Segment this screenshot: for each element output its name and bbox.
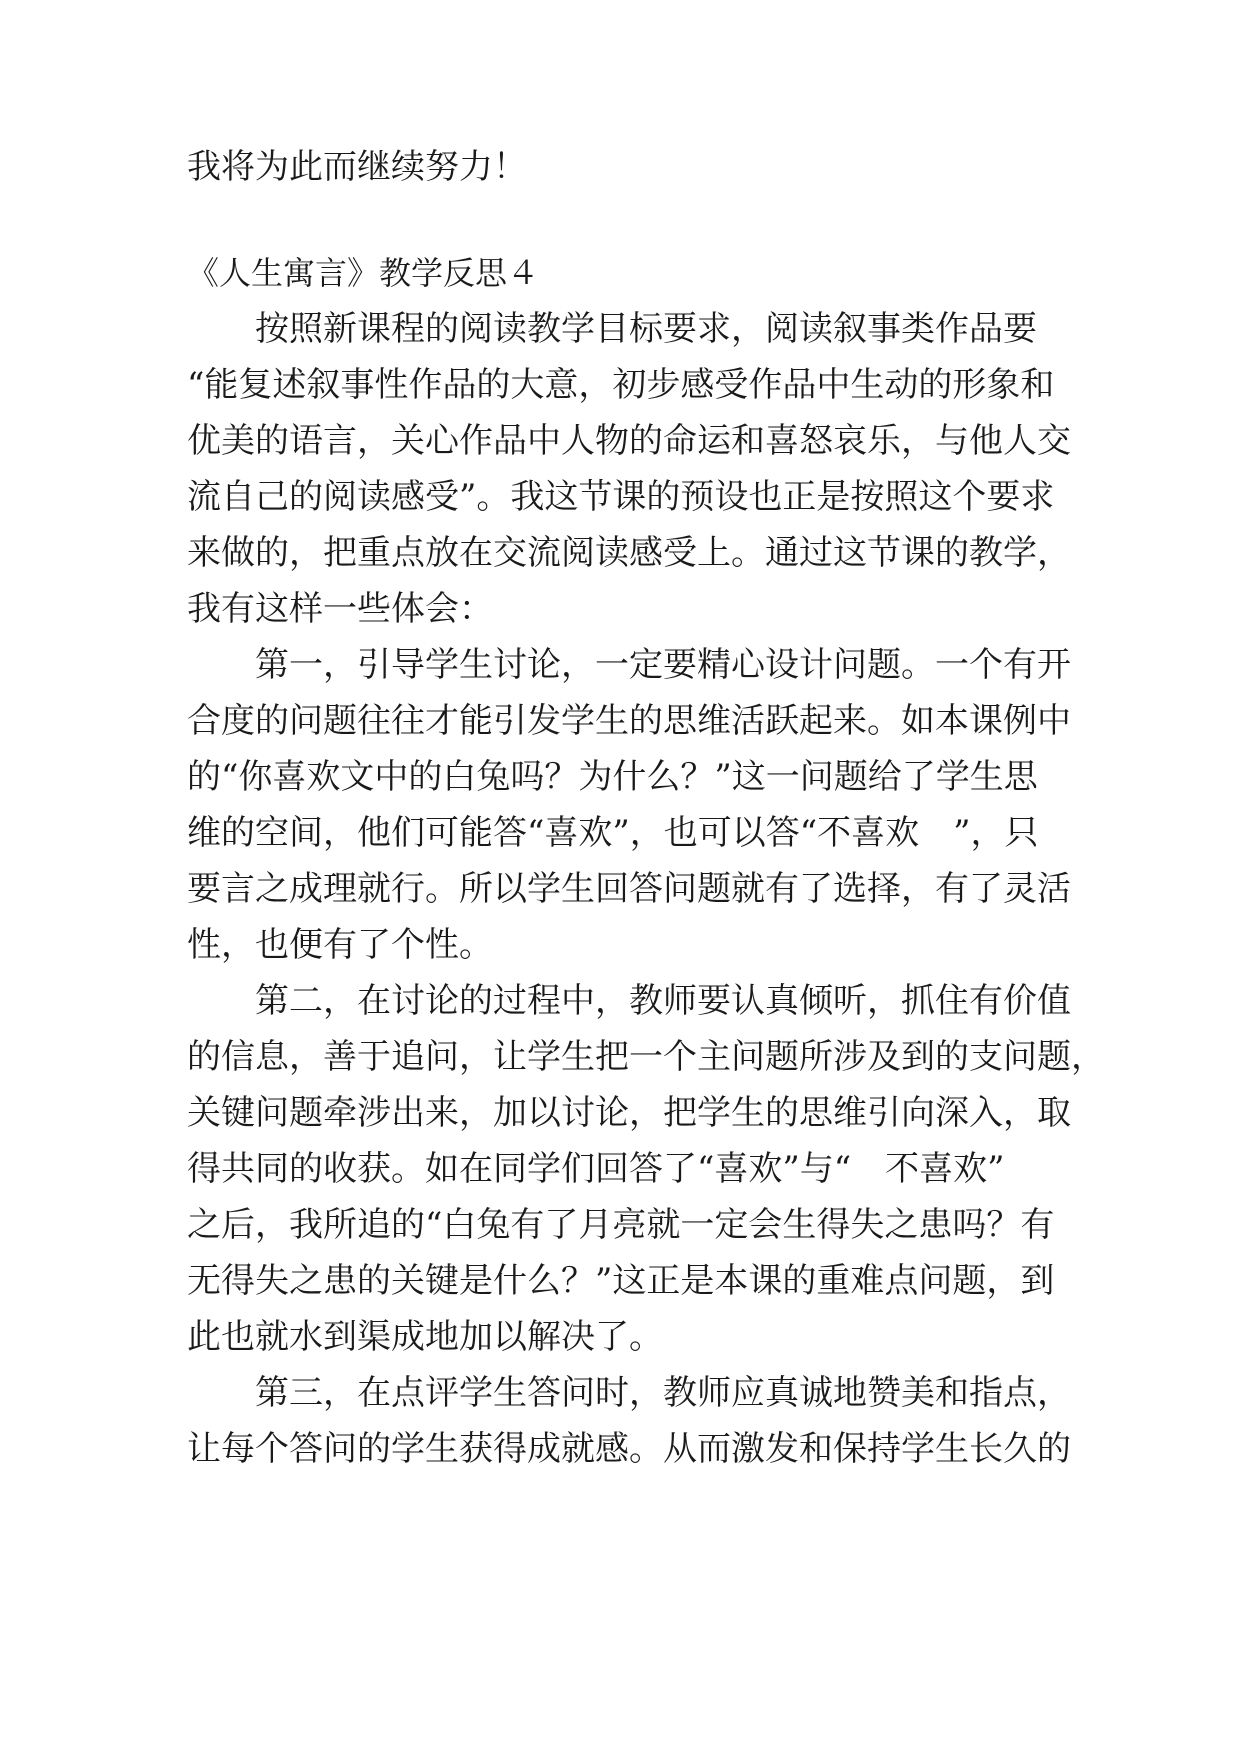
body-line: 第三，在点评学生答问时，教师应真诚地赞美和指点， (187, 1373, 1071, 1413)
body-line: 来做的，把重点放在交流阅读感受上。通过这节课的教学， (187, 533, 1071, 573)
body-line: 的信息，善于追问，让学生把一个主问题所涉及到的支问题， (187, 1037, 1105, 1077)
body-line: 按照新课程的阅读教学目标要求，阅读叙事类作品要 (187, 309, 1037, 349)
body-line: 优美的语言，关心作品中人物的命运和喜怒哀乐，与他人交 (187, 421, 1071, 461)
body-line: 关键问题牵涉出来，加以讨论，把学生的思维引向深入，取 (187, 1093, 1071, 1133)
body-line: 性，也便有了个性。 (187, 925, 493, 965)
body-line: “能复述叙事性作品的大意，初步感受作品中生动的形象和 (187, 365, 1055, 405)
body-line: 之后，我所追的“白兔有了月亮就一定会生得失之患吗？有 (187, 1205, 1055, 1245)
body-line: 我有这样一些体会： (187, 589, 493, 629)
body-line: 无得失之患的关键是什么？”这正是本课的重难点问题，到 (187, 1261, 1055, 1301)
body-line: 的“你喜欢文中的白兔吗？为什么？”这一问题给了学生思 (187, 757, 1038, 797)
body-line: 第二，在讨论的过程中，教师要认真倾听，抓住有价值 (187, 981, 1071, 1021)
body-line: 维的空间，他们可能答“喜欢”，也可以答“不喜欢 ”，只 (187, 813, 1039, 853)
body-line: 得共同的收获。如在同学们回答了“喜欢”与“ 不喜欢” (187, 1149, 1005, 1189)
closing-line: 我将为此而继续努力！ (187, 147, 527, 187)
body-line: 流自己的阅读感受”。我这节课的预设也正是按照这个要求 (187, 477, 1055, 517)
section-title: 《人生寓言》教学反思４ (187, 254, 540, 292)
body-line: 合度的问题往往才能引发学生的思维活跃起来。如本课例中 (187, 701, 1071, 741)
body-line: 第一，引导学生讨论，一定要精心设计问题。一个有开 (187, 645, 1071, 685)
body-line: 要言之成理就行。所以学生回答问题就有了选择，有了灵活 (187, 869, 1071, 909)
body-line: 此也就水到渠成地加以解决了。 (187, 1317, 663, 1357)
body-line: 让每个答问的学生获得成就感。从而激发和保持学生长久的 (187, 1429, 1071, 1469)
